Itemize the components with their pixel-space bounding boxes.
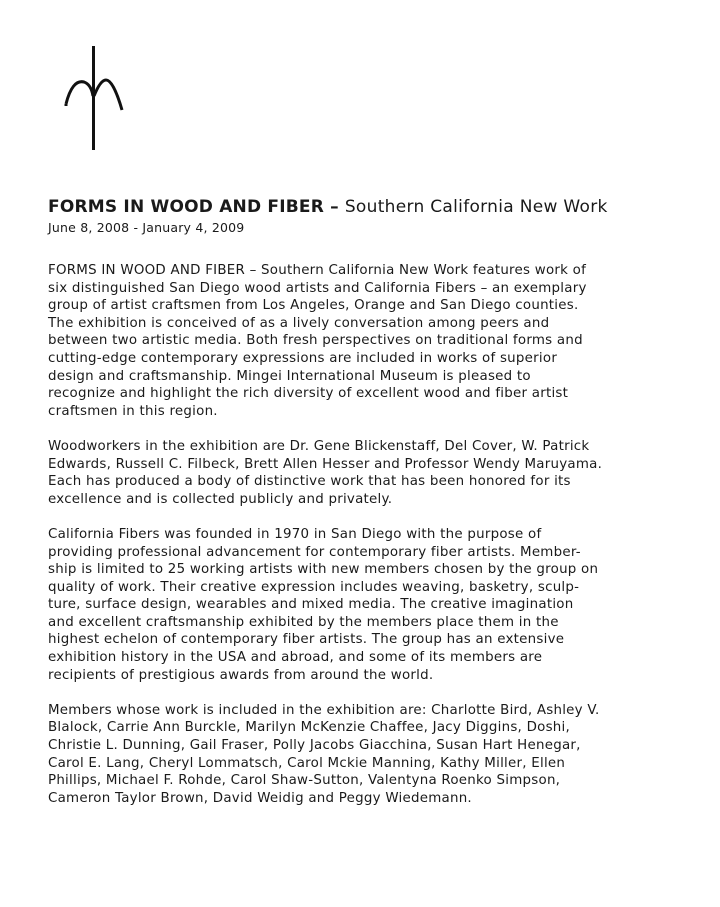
paragraph-woodworkers (48, 438, 688, 508)
text-line: Woodworkers in the exhibition are Dr. Gene Blickenstaff, Del Cover, W. Patrick (48, 438, 590, 454)
paragraph-members (48, 702, 688, 808)
exhibition-title (48, 196, 688, 218)
text-line: between two artistic media. Both fresh perspectives on traditional forms and (48, 333, 583, 349)
text-line: recipients of prestigious awards from around the world. (48, 667, 434, 683)
text-line: Members whose work is included in the exhibition are: Charlotte Bird, Ashley V. (48, 702, 600, 718)
text-line: Christie L. Dunning, Gail Fraser, Polly Jacobs Giacchina, Susan Hart Henegar, (48, 738, 581, 754)
text-line: six distinguished San Diego wood artists and California Fibers – an exemplary (48, 280, 587, 296)
text-line: Phillips, Michael F. Rohde, Carol Shaw-Sutton, Valentyna Roenko Simpson, (48, 773, 561, 789)
body-text (48, 262, 688, 825)
text-line: Blalock, Carrie Ann Burckle, Marilyn McKenzie Chaffee, Jacy Diggins, Doshi, (48, 720, 571, 736)
text-line: Cameron Taylor Brown, David Weidig and Peggy Wiedemann. (48, 790, 472, 806)
text-line: craftsmen in this region. (48, 403, 218, 419)
paragraph-california-fibers (48, 526, 688, 684)
text-line: highest echelon of contemporary fiber artists. The group has an extensive (48, 632, 565, 648)
text-line: quality of work. Their creative expression includes weaving, basketry, sculp- (48, 579, 580, 595)
text-line: excellence and is collected publicly and privately. (48, 491, 393, 507)
text-line: ship is limited to 25 working artists with new members chosen by the group on (48, 562, 599, 578)
text-line: Edwards, Russell C. Filbeck, Brett Allen Hesser and Professor Wendy Maruyama. (48, 456, 603, 472)
text-line: recognize and highlight the rich diversity of excellent wood and fiber artist (48, 386, 569, 402)
exhibition-header (48, 196, 688, 237)
text-line: FORMS IN WOOD AND FIBER – Southern California New Work features work of (48, 263, 587, 278)
text-line: group of artist craftsmen from Los Angeles, Orange and San Diego counties. (48, 298, 579, 314)
text-line: ture, surface design, wearables and mixed media. The creative imagination (48, 597, 574, 613)
text-line: exhibition history in the USA and abroad, and some of its members are (48, 650, 543, 666)
title-bold: FORMS IN WOOD AND FIBER – (48, 197, 339, 217)
text-line: Carol E. Lang, Cheryl Lommatsch, Carol Mckie Manning, Kathy Miller, Ellen (48, 755, 566, 771)
text-line: and excellent craftsmanship exhibited by the members place them in the (48, 614, 559, 630)
paragraph-intro (48, 262, 688, 420)
exhibition-dates: June 8, 2008 - January 4, 2009 (48, 220, 245, 235)
title-subtitle: Southern California New Work (344, 197, 608, 217)
text-line: California Fibers was founded in 1970 in San Diego with the purpose of (48, 526, 542, 542)
text-line: Each has produced a body of distinctive work that has been honored for its (48, 474, 571, 490)
text-line: providing professional advancement for contemporary fiber artists. Member- (48, 544, 581, 560)
museum-logo-icon (62, 44, 126, 152)
text-line: design and craftsmanship. Mingei International Museum is pleased to (48, 368, 531, 384)
text-line: The exhibition is conceived of as a lively conversation among peers and (48, 315, 550, 331)
text-line: cutting-edge contemporary expressions are included in works of superior (48, 350, 558, 366)
